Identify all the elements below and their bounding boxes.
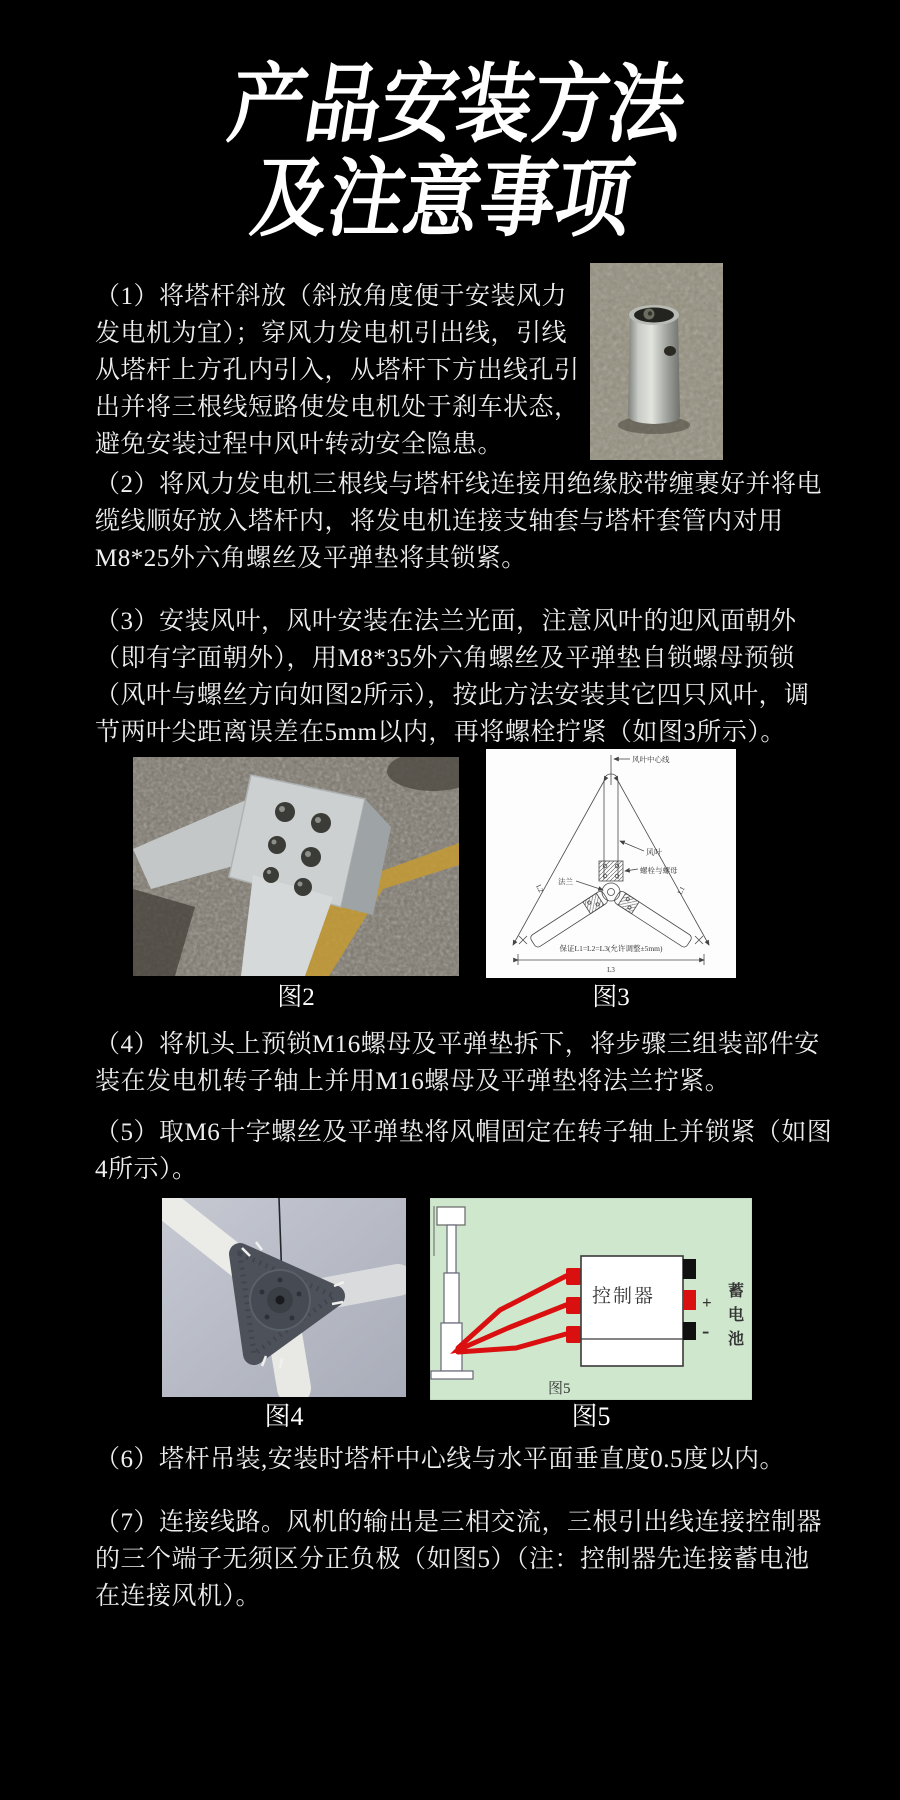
- step-1-text: （1）将塔杆斜放（斜放角度便于安装风力发电机为宜）；穿风力发电机引出线，引线从塔杆上方孔内引入，从塔杆下方出线孔引出并将三根线短路使发电机处于刹车状态，避免安装过程中风叶转动安全隐患。: [95, 283, 580, 458]
- fig3-label-l3: L3: [607, 966, 615, 974]
- fig3-diagram: [486, 749, 736, 978]
- fig3-label-blade: 风叶: [646, 848, 662, 857]
- page-title: [39, 58, 861, 246]
- tower-base-plate: [431, 1371, 473, 1379]
- fig2-image: [133, 757, 459, 976]
- hub-center-hole: [276, 1296, 285, 1305]
- svg-text:蓄: 蓄: [728, 1283, 745, 1300]
- fig5-caption: 图5: [571, 1402, 611, 1431]
- title-line-1: 产品安装方法: [222, 57, 693, 153]
- fig4-image: [162, 1198, 406, 1397]
- fig5-label-plus: +: [702, 1293, 712, 1312]
- tower-tube-photo-image: [590, 263, 723, 460]
- turbine-head-box: [437, 1207, 465, 1225]
- fig3-label-bolt-nut: 螺栓与螺母: [640, 866, 678, 875]
- title-line-2: 及注意事项: [245, 151, 640, 247]
- fig3-label-centerline: 风叶中心线: [632, 755, 670, 764]
- step-5-text: （5）取M6十字螺丝及平弹垫将风帽固定在转子轴上并锁紧（如图4所示）。: [95, 1119, 833, 1183]
- pole-body: [628, 315, 680, 424]
- controller-box: [581, 1256, 683, 1366]
- step-6-text: （6）塔杆吊装,安装时塔杆中心线与水平面垂直度0.5度以内。: [95, 1446, 786, 1473]
- fig5-wiring-diagram: [430, 1198, 752, 1400]
- bolt-plate: [599, 861, 623, 881]
- fig3-caption: 图3: [592, 984, 630, 1011]
- step-7-text: （7）连接线路。风机的输出是三相交流，三根引出线连接控制器的三个端子无须区分正负极（如图5）（注：控制器先连接蓄电池在连接风机）。: [95, 1509, 823, 1610]
- fig3-label-l1: L1: [675, 885, 687, 896]
- pole-side-hole: [664, 346, 676, 356]
- fig5-inner-caption: 图5: [548, 1381, 571, 1397]
- fig2-blade-photo: [133, 757, 459, 976]
- tower-tube-photo: [590, 263, 723, 460]
- fig5-image: [430, 1198, 752, 1400]
- fig4-hub-render: [162, 1198, 406, 1397]
- fig5-label-minus: -: [702, 1318, 710, 1343]
- fig3-label-flange: 法兰: [558, 877, 573, 886]
- fig3-image: [486, 749, 736, 978]
- fig3-label-l2: L2: [534, 883, 545, 894]
- output-terminal-black-minus: [683, 1322, 696, 1340]
- fig5-label-battery: [728, 1282, 744, 1348]
- output-terminal-red-plus: [683, 1290, 696, 1310]
- fig4-caption: 图4: [264, 1402, 304, 1431]
- fig2-caption: 图2: [277, 984, 315, 1011]
- output-terminal-black-top: [683, 1259, 696, 1279]
- step-3-text: （3）安装风叶，风叶安装在法兰光面，注意风叶的迎风面朝外（即有字面朝外），用M8*35外六角螺丝及平弹垫自锁螺母预锁（风叶与螺丝方向如图2所示），按此方法安装其它四只风叶，调节两叶尖距离误差在5mm以内，再将螺栓拧紧（如图3所示）。: [95, 608, 810, 746]
- svg-text:池: 池: [728, 1331, 745, 1348]
- step-2-text: （2）将风力发电机三根线与塔杆线连接用绝缘胶带缠裹好并将电缆线顺好放入塔杆内，将发电机连接支轴套与塔杆套管内对用M8*25外六角螺丝及平弹垫将其锁紧。: [95, 471, 823, 572]
- controller-input-terminals: [566, 1268, 581, 1343]
- fig5-label-controller: 控制器: [592, 1286, 656, 1307]
- svg-text:电: 电: [728, 1307, 745, 1324]
- fig3-note: 保证L1=L2=L3(允许调整±5mm): [559, 944, 663, 953]
- step-4-text: （4）将机头上预锁M16螺母及平弹垫拆下，将步骤三组装部件安装在发电机转子轴上并用M16螺母及平弹垫将法兰拧紧。: [95, 1031, 820, 1095]
